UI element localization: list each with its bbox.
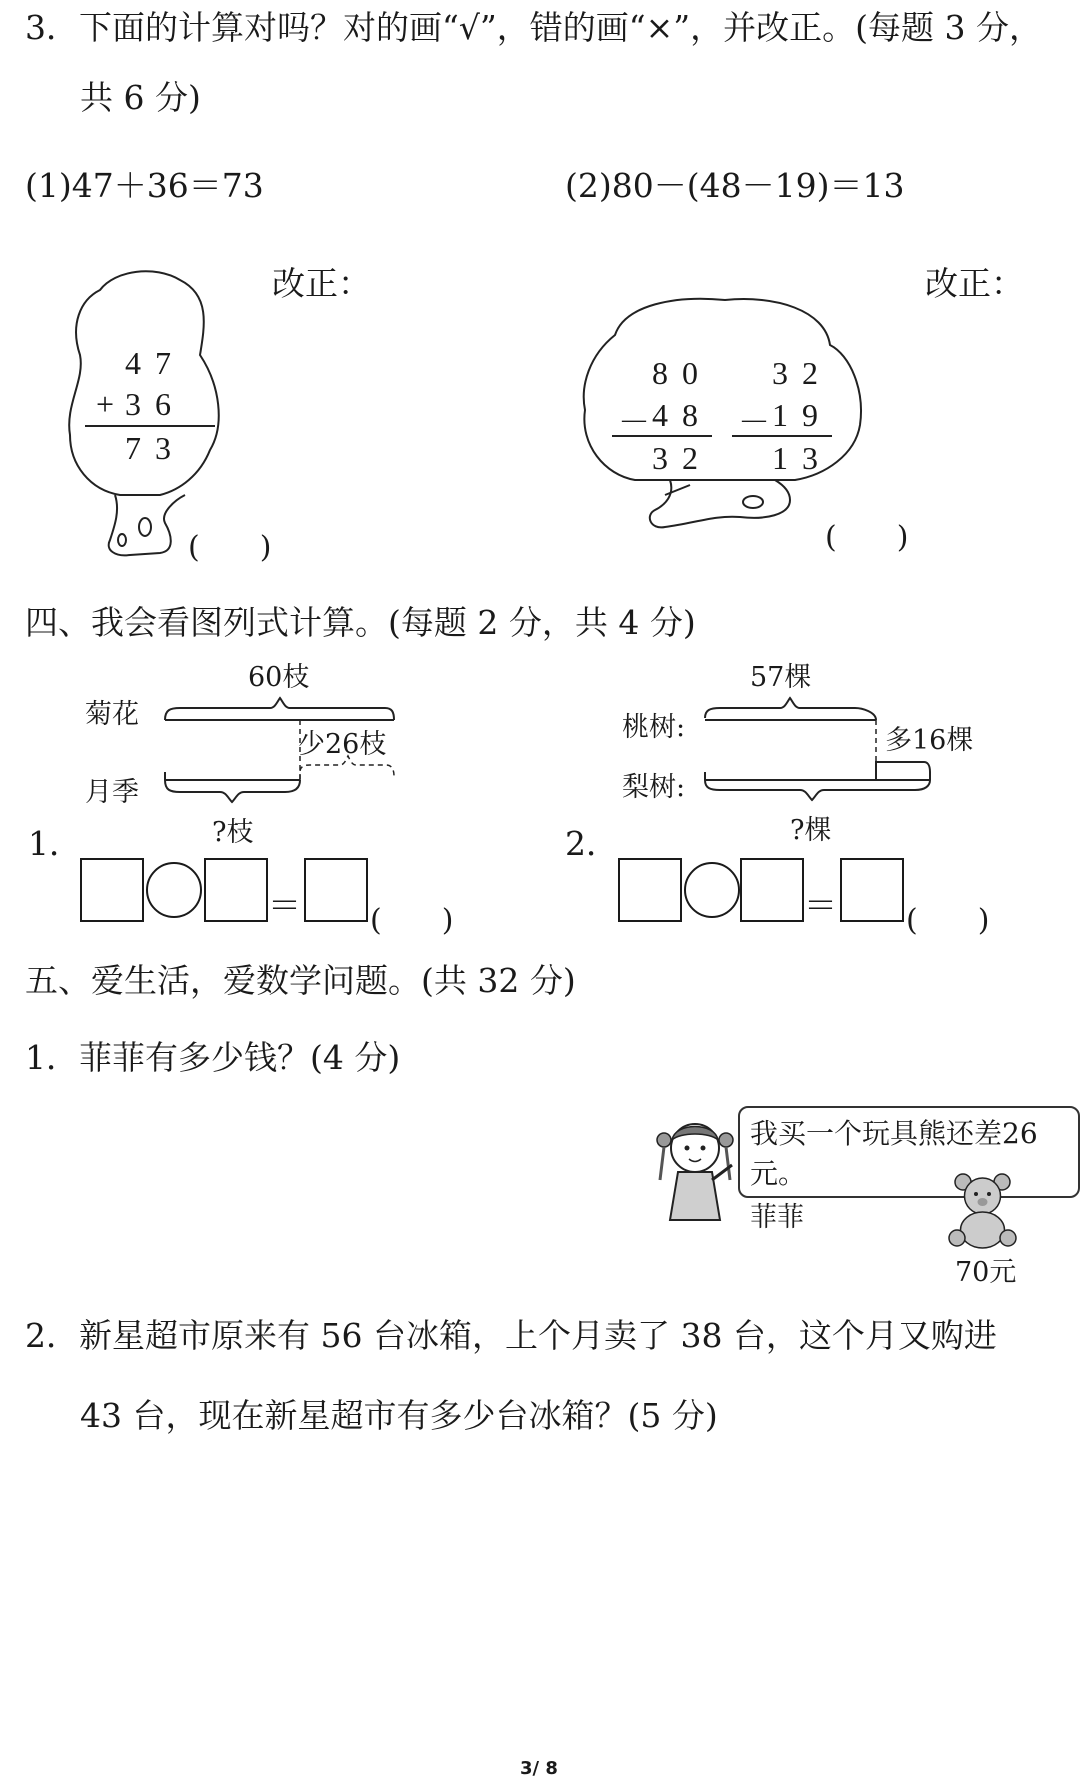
diagram1-less-label: 少26枝 xyxy=(298,729,387,760)
problem1-number: 1． xyxy=(28,824,82,863)
answer-box-2b[interactable] xyxy=(740,858,804,922)
vertical-calc-1-result: 73 xyxy=(125,430,185,466)
operator-circle-2[interactable] xyxy=(684,862,740,918)
diagram2-row1-label: 桃树: xyxy=(622,712,686,743)
q3-prompt-line1: 3．下面的计算对吗？对的画“√”，错的画“×”，并改正。(每题 3 分， xyxy=(25,8,1043,47)
page-number: 3/ 8 xyxy=(520,1758,558,1779)
sec5-q1-text: 1．菲菲有多少钱？(4 分) xyxy=(25,1038,401,1077)
operator-circle-1[interactable] xyxy=(146,862,202,918)
answer-box-1b[interactable] xyxy=(204,858,268,922)
vertical-calc-2a-operator: － xyxy=(618,404,665,440)
answer-box-2c[interactable] xyxy=(840,858,904,922)
unit-paren-1: ( ) xyxy=(370,903,454,938)
q3-item2-answer-paren: ( ) xyxy=(825,520,909,555)
vertical-calc-1-line xyxy=(85,425,215,427)
diagram2-more-label: 多16棵 xyxy=(885,725,974,756)
vertical-calc-2b-operator: － xyxy=(738,404,785,440)
answer-box-1c[interactable] xyxy=(304,858,368,922)
vertical-calc-2b-top: 32 xyxy=(772,355,832,391)
vertical-calc-2a-second: 48 xyxy=(652,397,712,433)
sec5-q2-line2: 43 台，现在新星超市有多少台冰箱？(5 分) xyxy=(80,1396,718,1435)
girl-icon xyxy=(650,1110,740,1230)
q3-item2-expression: (2)80－(48－19)＝13 xyxy=(565,166,905,205)
vertical-calc-1-operator: + xyxy=(96,386,129,422)
vertical-calc-2a-result: 32 xyxy=(652,440,712,476)
diagram1-row1-label: 菊花 xyxy=(85,699,139,730)
equals-sign-2: ＝ xyxy=(804,886,837,925)
diagram2-top-label: 57棵 xyxy=(750,662,812,693)
diagram2-question-label: ?棵 xyxy=(790,815,832,846)
q3-prompt-line2: 共 6 分) xyxy=(80,78,201,117)
vertical-calc-1-second: 36 xyxy=(125,386,185,422)
q3-item1-answer-paren: ( ) xyxy=(188,530,272,565)
answer-box-2a[interactable] xyxy=(618,858,682,922)
vertical-calc-2b-line xyxy=(732,435,832,437)
q3-item1-expression: (1)47＋36＝73 xyxy=(25,166,264,205)
vertical-calc-2a-top: 80 xyxy=(652,355,712,391)
diagram1-line-segments xyxy=(160,680,400,820)
unit-paren-2: ( ) xyxy=(906,903,990,938)
q3-item2-correction-label: 改正： xyxy=(925,264,1024,303)
problem2-number: 2． xyxy=(565,824,619,863)
diagram1-question-label: ?枝 xyxy=(212,817,254,848)
q3-item1-correction-label: 改正： xyxy=(272,264,371,303)
vertical-calc-1-top: 47 xyxy=(125,345,185,381)
vertical-calc-2a-line xyxy=(612,435,712,437)
girl-name-label: 菲菲 xyxy=(750,1202,804,1233)
diagram1-row2-label: 月季 xyxy=(85,777,139,808)
equals-sign-1: ＝ xyxy=(268,886,301,925)
vertical-calc-2b-second: 19 xyxy=(772,397,832,433)
diagram2-row2-label: 梨树: xyxy=(622,772,686,803)
sec5-q2-line1: 2．新星超市原来有 56 台冰箱，上个月卖了 38 台，这个月又购进 xyxy=(25,1316,997,1355)
speech-bubble: 我买一个玩具熊还差26元。 xyxy=(738,1106,1080,1198)
vertical-calc-2b-result: 13 xyxy=(772,440,832,476)
sec4-title: 四、我会看图列式计算。(每题 2 分，共 4 分) xyxy=(25,603,696,642)
diagram1-top-label: 60枝 xyxy=(248,662,310,693)
bear-price-label: 70元 xyxy=(955,1257,1017,1288)
diagram2-line-segments xyxy=(700,690,940,820)
sec5-title: 五、爱生活，爱数学问题。(共 32 分) xyxy=(25,961,576,1000)
answer-box-1a[interactable] xyxy=(80,858,144,922)
teddy-bear-icon xyxy=(945,1170,1020,1250)
